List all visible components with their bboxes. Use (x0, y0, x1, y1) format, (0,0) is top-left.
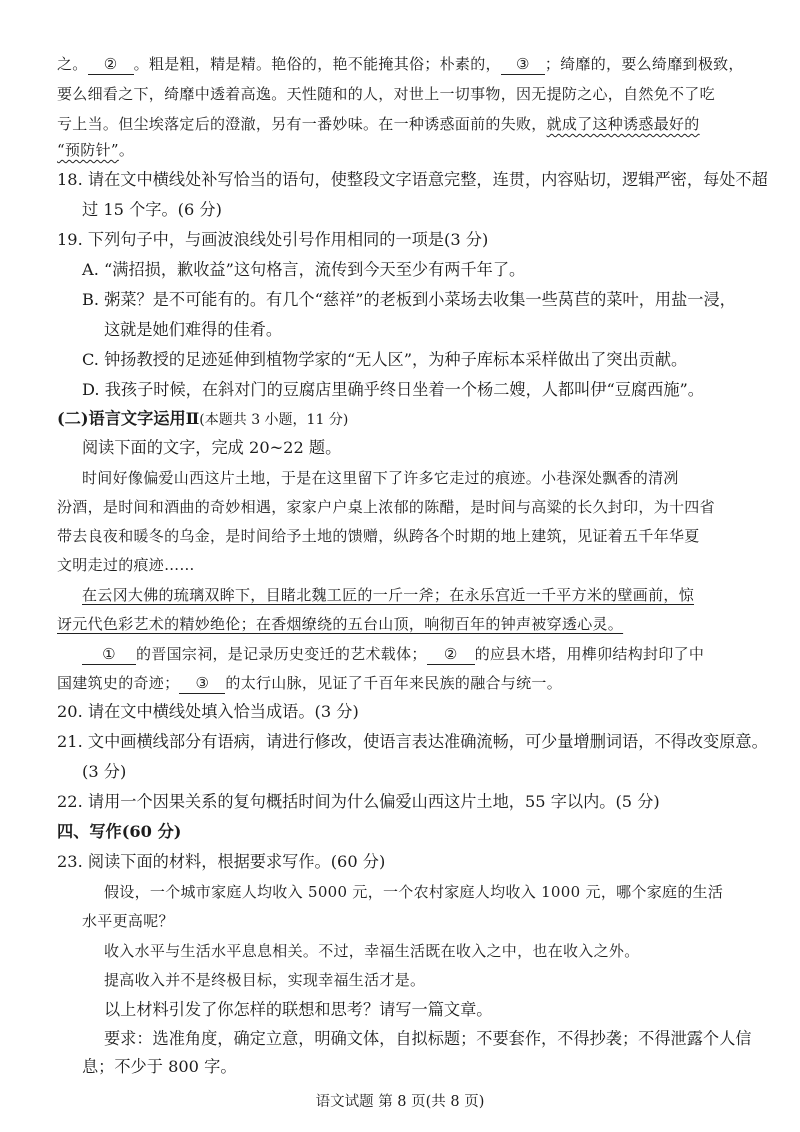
passage-b-p2-line-1 (82, 585, 694, 605)
passage-b-p3-line-2: 国建筑史的奇迹； ③ 的太行山脉，见证了千百年来民族的融合与统一。 (57, 674, 563, 692)
q19-option-a: A. “满招损，歉收益”这句格言，流传到今天至少有两千年了。 (82, 260, 526, 279)
blank-2b: ② (427, 644, 475, 665)
q23-stem: 23. 阅读下面的材料，根据要求写作。(60 分) (57, 852, 386, 871)
q20: 20. 请在文中横线处填入恰当成语。(3 分) (57, 702, 359, 721)
q23-requirements-line-1: 要求：选准角度，确定立意，明确文体，自拟标题；不要套作，不得抄袭；不得泄露个人信 (104, 1029, 752, 1048)
underlined-sentence-1: 在云冈大佛的琉璃双眸下，目睹北魏工匠的一斤一斧；在永乐宫近一千平方米的壁画前，惊 (82, 586, 695, 604)
q19-option-c: C. 钟扬教授的足迹延伸到植物学家的“无人区”，为种子库标本采样做出了突出贡献。 (82, 350, 688, 369)
blank-3: ③ (501, 54, 545, 75)
q22: 22. 请用一个因果关系的复句概括时间为什么偏爱山西这片土地，55 字以内。(5 分) (57, 792, 660, 811)
section-2-intro: 阅读下面的文字，完成 20~22 题。 (82, 438, 342, 457)
passage-a-line-1: 之。 ② 。粗是粗，精是精。艳俗的，艳不能掩其俗；朴素的， ③ ；绮靡的，要么绮靡到极致， (57, 55, 744, 73)
section-4-heading: 四、写作(60 分) (57, 822, 182, 841)
passage-b-p1-line-2: 汾酒，是时间和酒曲的奇妙相遇，家家户户桌上浓郁的陈醋，是时间与高粱的长久封印，为十四省 (57, 498, 715, 516)
blank-1: ① (82, 644, 136, 665)
passage-a-line-2: 要么细看之下，绮靡中透着高逸。天性随和的人，对世上一切事物，因无提防之心，自然免不了吃 (57, 85, 715, 103)
q21-line-1: 21. 文中画横线部分有语病，请进行修改，使语言表达准确流畅，可少量增删词语，不得改变原意。 (57, 732, 768, 751)
q23-material-2: 收入水平与生活水平息息相关。不过，幸福生活既在收入之中，也在收入之外。 (104, 942, 640, 960)
passage-b-p2-line-2 (57, 614, 623, 634)
q23-material-3: 提高收入并不是终极目标，实现幸福生活才是。 (104, 971, 426, 989)
passage-b-p1-line-4: 文明走过的痕迹…… (57, 556, 195, 574)
blank-3b: ③ (179, 673, 225, 694)
passage-b-p3-line-1: ① 的晋国宗祠，是记录历史变迁的艺术载体； ② 的应县木塔，用榫卯结构封印了中 (82, 644, 704, 665)
q19-option-b: B. 粥菜？是不可能有的。有几个“慈祥”的老板到小菜场去收集一些莴苣的菜叶，用盐一浸， (82, 290, 736, 309)
q19-option-d: D. 我孩子时候，在斜对门的豆腐店里确乎终日坐着一个杨二嫂，人都叫伊“豆腐西施”。 (82, 380, 704, 399)
wavy-underline-text: 就成了这种诱惑最好的 (546, 115, 700, 133)
underlined-sentence-2: 讶元代色彩艺术的精妙绝伦；在香烟缭绕的五台山顶，响彻百年的钟声被穿透心灵。 (57, 615, 624, 633)
passage-a-line-4: “预防针”。 (57, 141, 135, 159)
q19-option-b-cont: 这就是她们难得的佳肴。 (104, 320, 283, 339)
page-footer: 语文试题 第 8 页(共 8 页) (315, 1094, 485, 1110)
wavy-underline-quote: “预防针” (57, 141, 119, 159)
section-2-heading: (二)语言文字运用Ⅱ(本题共 3 小题，11 分) (57, 409, 349, 428)
passage-b-p1-line-1: 时间好像偏爱山西这片土地，于是在这里留下了许多它走过的痕迹。小巷深处飘香的清冽 (82, 469, 679, 487)
q23-material-1-line-1: 假设，一个城市家庭人均收入 5000 元，一个农村家庭人均收入 1000 元，哪个家庭的生活 (104, 883, 724, 901)
q23-prompt: 以上材料引发了你怎样的联想和思考？请写一篇文章。 (104, 1000, 493, 1019)
q23-requirements-line-2: 息；不少于 800 字。 (82, 1057, 237, 1076)
q21-line-2: (3 分) (82, 762, 127, 781)
q18-line-2: 过 15 个字。(6 分) (82, 200, 222, 219)
passage-b-p1-line-3: 带去良夜和暖冬的乌金，是时间给予土地的馈赠，纵跨各个时期的地上建筑，见证着五千年华夏 (57, 527, 700, 545)
blank-2: ② (88, 54, 134, 75)
q18-line-1: 18. 请在文中横线处补写恰当的语句，使整段文字语意完整，连贯，内容贴切，逻辑严密，每处不超 (57, 170, 768, 189)
q23-material-1-line-2: 水平更高呢？ (82, 912, 174, 930)
q19-stem: 19. 下列句子中，与画波浪线处引号作用相同的一项是(3 分) (57, 230, 489, 249)
passage-a-line-3: 亏上当。但尘埃落定后的澄澈，另有一番妙味。在一种诱惑面前的失败，就成了这种诱惑最好的 (57, 115, 700, 133)
